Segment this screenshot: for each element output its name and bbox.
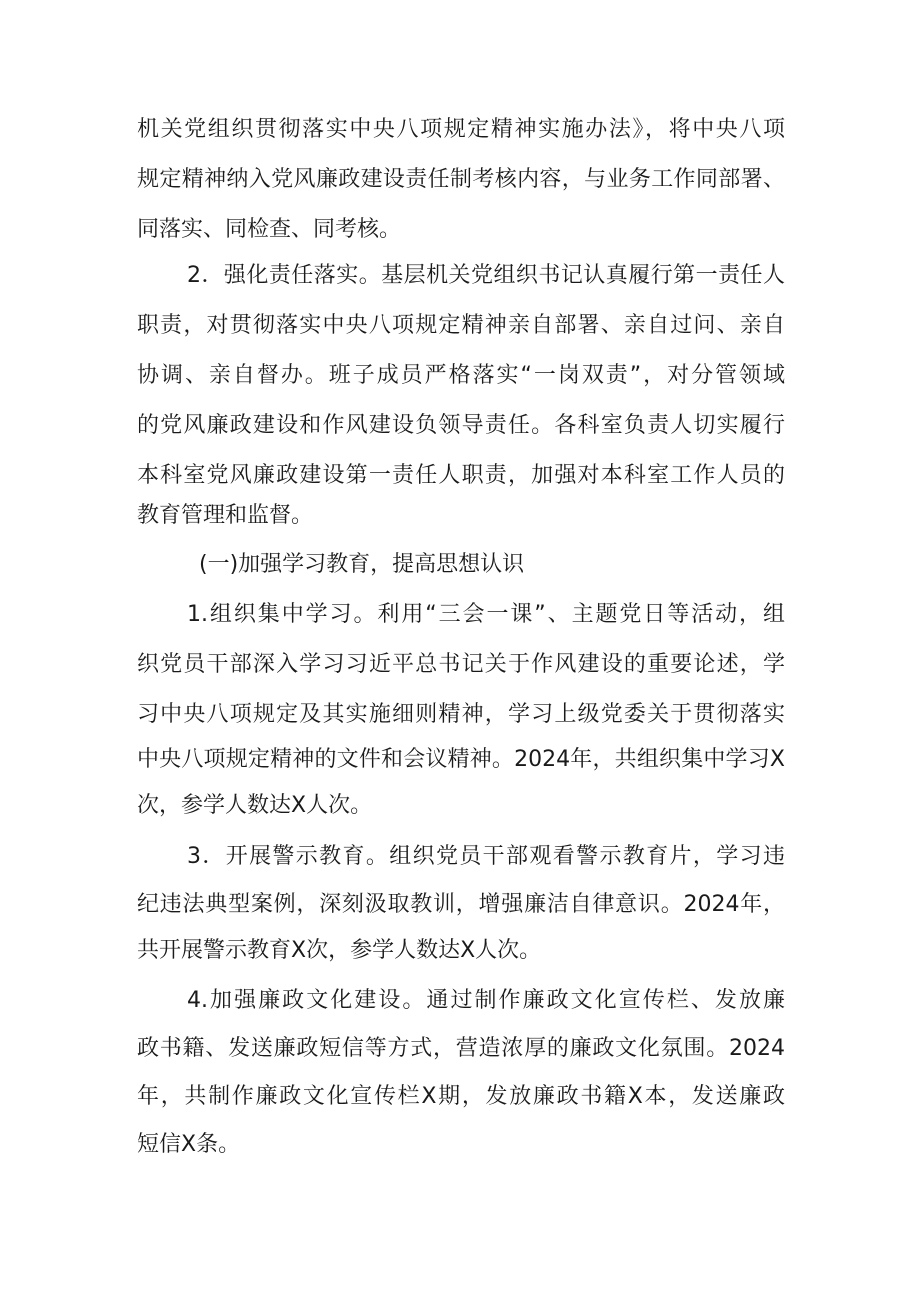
text-line: 织党员干部深入学习习近平总书记关于作风建设的重要论述，学 xyxy=(137,652,785,677)
text-line: 2．强化责任落实。基层机关党组织书记认真履行第一责任人 xyxy=(187,263,785,288)
text-line: 纪违法典型案例，深刻汲取教训，增强廉洁自律意识。2024年， xyxy=(137,892,785,917)
text-line: 年，共制作廉政文化宣传栏X期，发放廉政书籍X本，发送廉政 xyxy=(137,1084,785,1109)
text-line: 本科室党风廉政建设第一责任人职责，加强对本科室工作人员的 xyxy=(137,463,785,488)
text-line: 3．开展警示教育。组织党员干部观看警示教育片，学习违 xyxy=(187,844,785,869)
text-line: 习中央八项规定及其实施细则精神，学习上级党委关于贯彻落实 xyxy=(137,702,785,727)
text-line: 教育管理和监督。 xyxy=(137,503,314,528)
text-line: 协调、亲自督办。班子成员严格落实“一岗双责”，对分管领域 xyxy=(137,363,785,388)
section-heading-text: (一)加强学习教育，提高思想认识 xyxy=(199,552,525,577)
text-line: 短信X条。 xyxy=(137,1132,241,1157)
text-line: 的党风廉政建设和作风建设负领导责任。各科室负责人切实履行 xyxy=(137,413,785,438)
text-line: 同落实、同检查、同考核。 xyxy=(137,217,402,242)
text-line: 机关党组织贯彻落实中央八项规定精神实施办法》，将中央八项 xyxy=(137,117,785,142)
text-line: 政书籍、发送廉政短信等方式，营造浓厚的廉政文化氛围。2024 xyxy=(137,1036,785,1061)
text-line: 规定精神纳入党风廉政建设责任制考核内容，与业务工作同部署、 xyxy=(137,167,785,192)
text-line: 4.加强廉政文化建设。通过制作廉政文化宣传栏、发放廉 xyxy=(187,988,785,1013)
text-line: 次，参学人数达X人次。 xyxy=(137,793,373,818)
text-line: 职责，对贯彻落实中央八项规定精神亲自部署、亲自过问、亲自 xyxy=(137,313,785,338)
text-line: 共开展警示教育X次，参学人数达X人次。 xyxy=(137,938,542,963)
text-line: 1.组织集中学习。利用“三会一课”、主题党日等活动，组 xyxy=(187,602,785,627)
text-line: 中央八项规定精神的文件和会议精神。2024年，共组织集中学习X xyxy=(137,747,785,772)
